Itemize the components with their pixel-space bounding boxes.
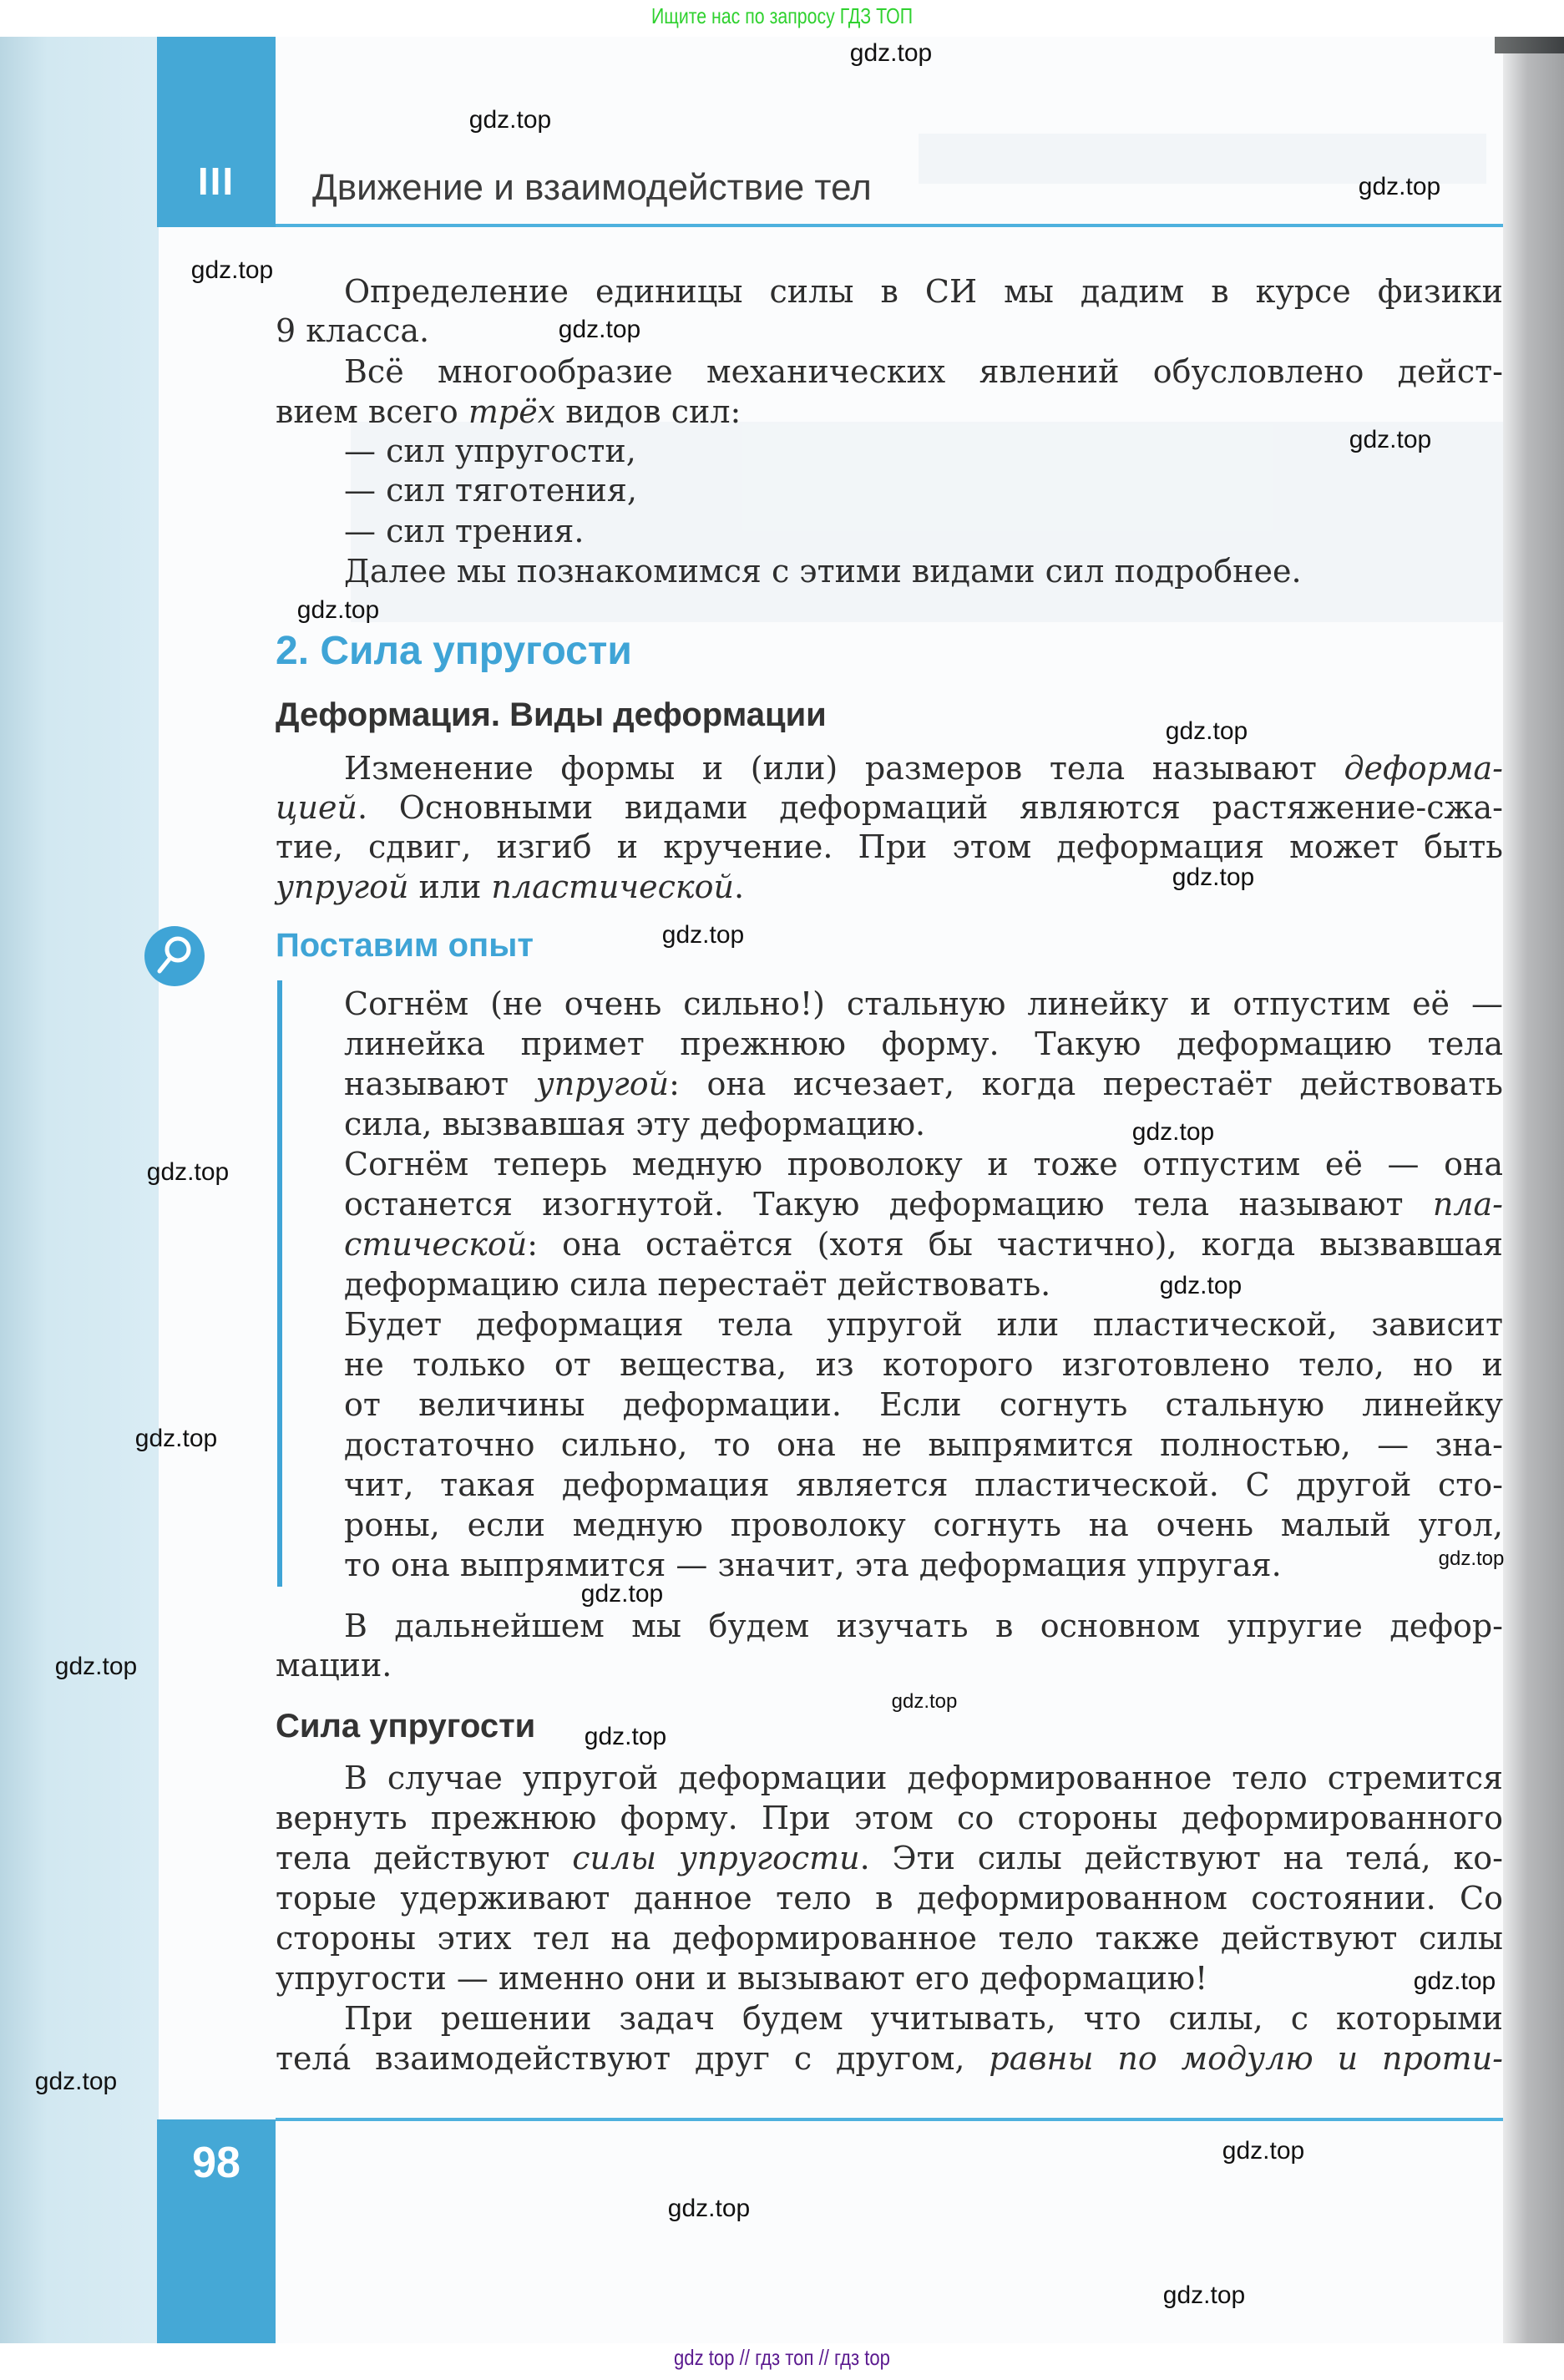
watermark: gdz.top [190, 256, 274, 284]
experiment-line: деформацию сила перестаёт действовать. [344, 1266, 1051, 1303]
text-segment: . [733, 868, 745, 905]
footer-links[interactable]: gdz top // гдз топ // гдз top [674, 2345, 890, 2370]
term: цией [276, 789, 357, 826]
experiment-line: сила, вызвавшая эту деформацию. [344, 1106, 926, 1142]
watermark: gdz.top [134, 1425, 218, 1452]
page-left-margin [0, 37, 159, 2343]
paragraph-line: При решении задач будем учитывать, что силы, с которыми [344, 2000, 1503, 2037]
watermark: gdz.top [849, 39, 933, 67]
watermark: gdz.top [1413, 1967, 1496, 1995]
chapter-numeral: III [197, 160, 235, 203]
watermark: gdz.top [1349, 426, 1432, 453]
footer-rule [276, 2118, 1503, 2121]
paragraph-line: В дальнейшем мы будем изучать в основном упругие дефор- [344, 1608, 1503, 1644]
paragraph-line [276, 787, 1503, 828]
watermark: gdz.top [34, 2068, 118, 2095]
paragraph-line: В случае упругой деформации деформированное тело стремится [344, 1760, 1503, 1796]
text-segment: называют [344, 1066, 536, 1102]
list-item: — сил трения. [344, 513, 585, 549]
watermark: gdz.top [296, 596, 380, 624]
watermark: gdz.top [54, 1653, 138, 1680]
text-segment: : она остаётся (хотя бы частично), когда вызвавшая [527, 1226, 1503, 1263]
text-segment: Изменение формы и (или) размеров тела называют [344, 750, 1344, 787]
list-item: — сил тяготения, [344, 472, 637, 509]
experiment-line: достаточно сильно, то она не выпрямится полностью, — зна- [344, 1426, 1503, 1463]
subsection-title: Деформация. Виды деформации [276, 696, 827, 733]
emphasis: трёх [468, 393, 556, 430]
text-segment: : она исчезает, когда перестаёт действовать [669, 1066, 1503, 1102]
paragraph-line: мации. [276, 1647, 392, 1684]
paragraph-line [344, 748, 1503, 788]
paragraph-line: торые удерживают данное тело в деформированном состоянии. Со [276, 1880, 1503, 1917]
term: равны по модулю и проти- [989, 2040, 1504, 2077]
text-segment: . Основными видами деформаций являются растяжение-сжа- [357, 789, 1503, 826]
term: упругой [535, 1066, 670, 1102]
header-rule [276, 224, 1503, 227]
magnifier-icon [144, 926, 205, 986]
experiment-line: Согнём (не очень сильно!) стальную линейку и отпустим её — [344, 985, 1503, 1022]
paragraph-line: тие, сдвиг, изгиб и кручение. При этом деформация может быть [276, 828, 1503, 865]
text-segment: останется изогнутой. Такую деформацию тела называют [344, 1186, 1433, 1223]
page-number: 98 [192, 2139, 240, 2187]
watermark: gdz.top [146, 1158, 230, 1186]
experiment-line: то она выпрямится — значит, эта деформация упругая. [344, 1547, 1282, 1583]
experiment-line: линейка примет прежнюю форму. Такую деформацию тела [344, 1025, 1503, 1062]
watermark: gdz.top [558, 316, 641, 343]
watermark: gdz.top [1358, 173, 1441, 200]
experiment-title: Поставим опыт [276, 927, 534, 964]
watermark: gdz.top [580, 1580, 664, 1608]
experiment-line [344, 1184, 1503, 1224]
term: упругой [276, 868, 409, 905]
paragraph-line: 9 класса. [276, 312, 430, 349]
text-segment: тела́ взаимодействуют друг с другом, [276, 2040, 990, 2077]
term: пластической [491, 868, 734, 905]
experiment-line: Согнём теперь медную проволоку и тоже отпустим её — она [344, 1146, 1503, 1182]
paragraph-line: упругости — именно они и вызывают его деформацию! [276, 1960, 1208, 1997]
paragraph-line [276, 392, 1503, 432]
experiment-line: Будет деформация тела упругой или пластической, зависит [344, 1306, 1503, 1343]
search-banner: Ищите нас по запросу ГДЗ ТОП [650, 3, 914, 28]
experiment-line [344, 1064, 1503, 1104]
paragraph-line: Определение единицы силы в СИ мы дадим в курсе физики [344, 273, 1503, 310]
experiment-sidebar-rule [277, 980, 282, 1587]
watermark: gdz.top [1162, 2281, 1246, 2309]
page-binding-shadow [1503, 37, 1564, 2343]
text-segment: или [408, 868, 492, 905]
term: пла- [1432, 1186, 1503, 1223]
watermark: gdz.top [1131, 1118, 1215, 1146]
text-segment: . Эти силы действуют на тела́, ко- [859, 1840, 1503, 1876]
text-segment: вием всего [276, 393, 468, 430]
page-corner-shadow [1495, 37, 1564, 53]
watermark: gdz.top [1159, 1272, 1243, 1299]
paragraph-line: стороны этих тел на деформированное тело также действуют силы [276, 1920, 1503, 1957]
watermark: gdz.top [1438, 1547, 1505, 1570]
watermark: gdz.top [661, 921, 745, 949]
experiment-line: чит, такая деформация является пластической. С другой сто- [344, 1466, 1503, 1503]
watermark: gdz.top [891, 1690, 958, 1713]
section-title: 2. Сила упругости [276, 629, 632, 673]
watermark: gdz.top [1165, 717, 1248, 745]
watermark: gdz.top [584, 1723, 667, 1750]
paragraph-line: вернуть прежнюю форму. При этом со стороны деформированного [276, 1800, 1503, 1836]
paragraph-line [276, 867, 1503, 907]
term: силы упругости [572, 1840, 860, 1876]
subsection-title: Сила упругости [276, 1708, 536, 1744]
paragraph-line [276, 1838, 1503, 1878]
experiment-line: не только от вещества, из которого изготовлено тело, но и [344, 1346, 1503, 1383]
term: деформа- [1344, 750, 1503, 787]
list-item: — сил упругости, [344, 433, 636, 469]
experiment-line: от величины деформации. Если согнуть стальную линейку [344, 1386, 1503, 1423]
experiment-line: роны, если медную проволоку согнуть на очень малый угол, [344, 1506, 1503, 1543]
paragraph-line [276, 2038, 1503, 2079]
paragraph-line: Далее мы познакомимся с этими видами сил подробнее. [344, 553, 1302, 590]
paragraph-line: Всё многообразие механических явлений обусловлено дейст- [344, 353, 1503, 390]
term: стической [344, 1226, 528, 1263]
chapter-title: Движение и взаимодействие тел [312, 167, 872, 208]
watermark: gdz.top [468, 106, 552, 134]
experiment-line [344, 1224, 1503, 1264]
watermark: gdz.top [667, 2195, 751, 2222]
watermark: gdz.top [1172, 863, 1255, 891]
watermark: gdz.top [1222, 2137, 1305, 2165]
text-segment: видов сил: [555, 393, 742, 430]
text-segment: тела действуют [276, 1840, 573, 1876]
